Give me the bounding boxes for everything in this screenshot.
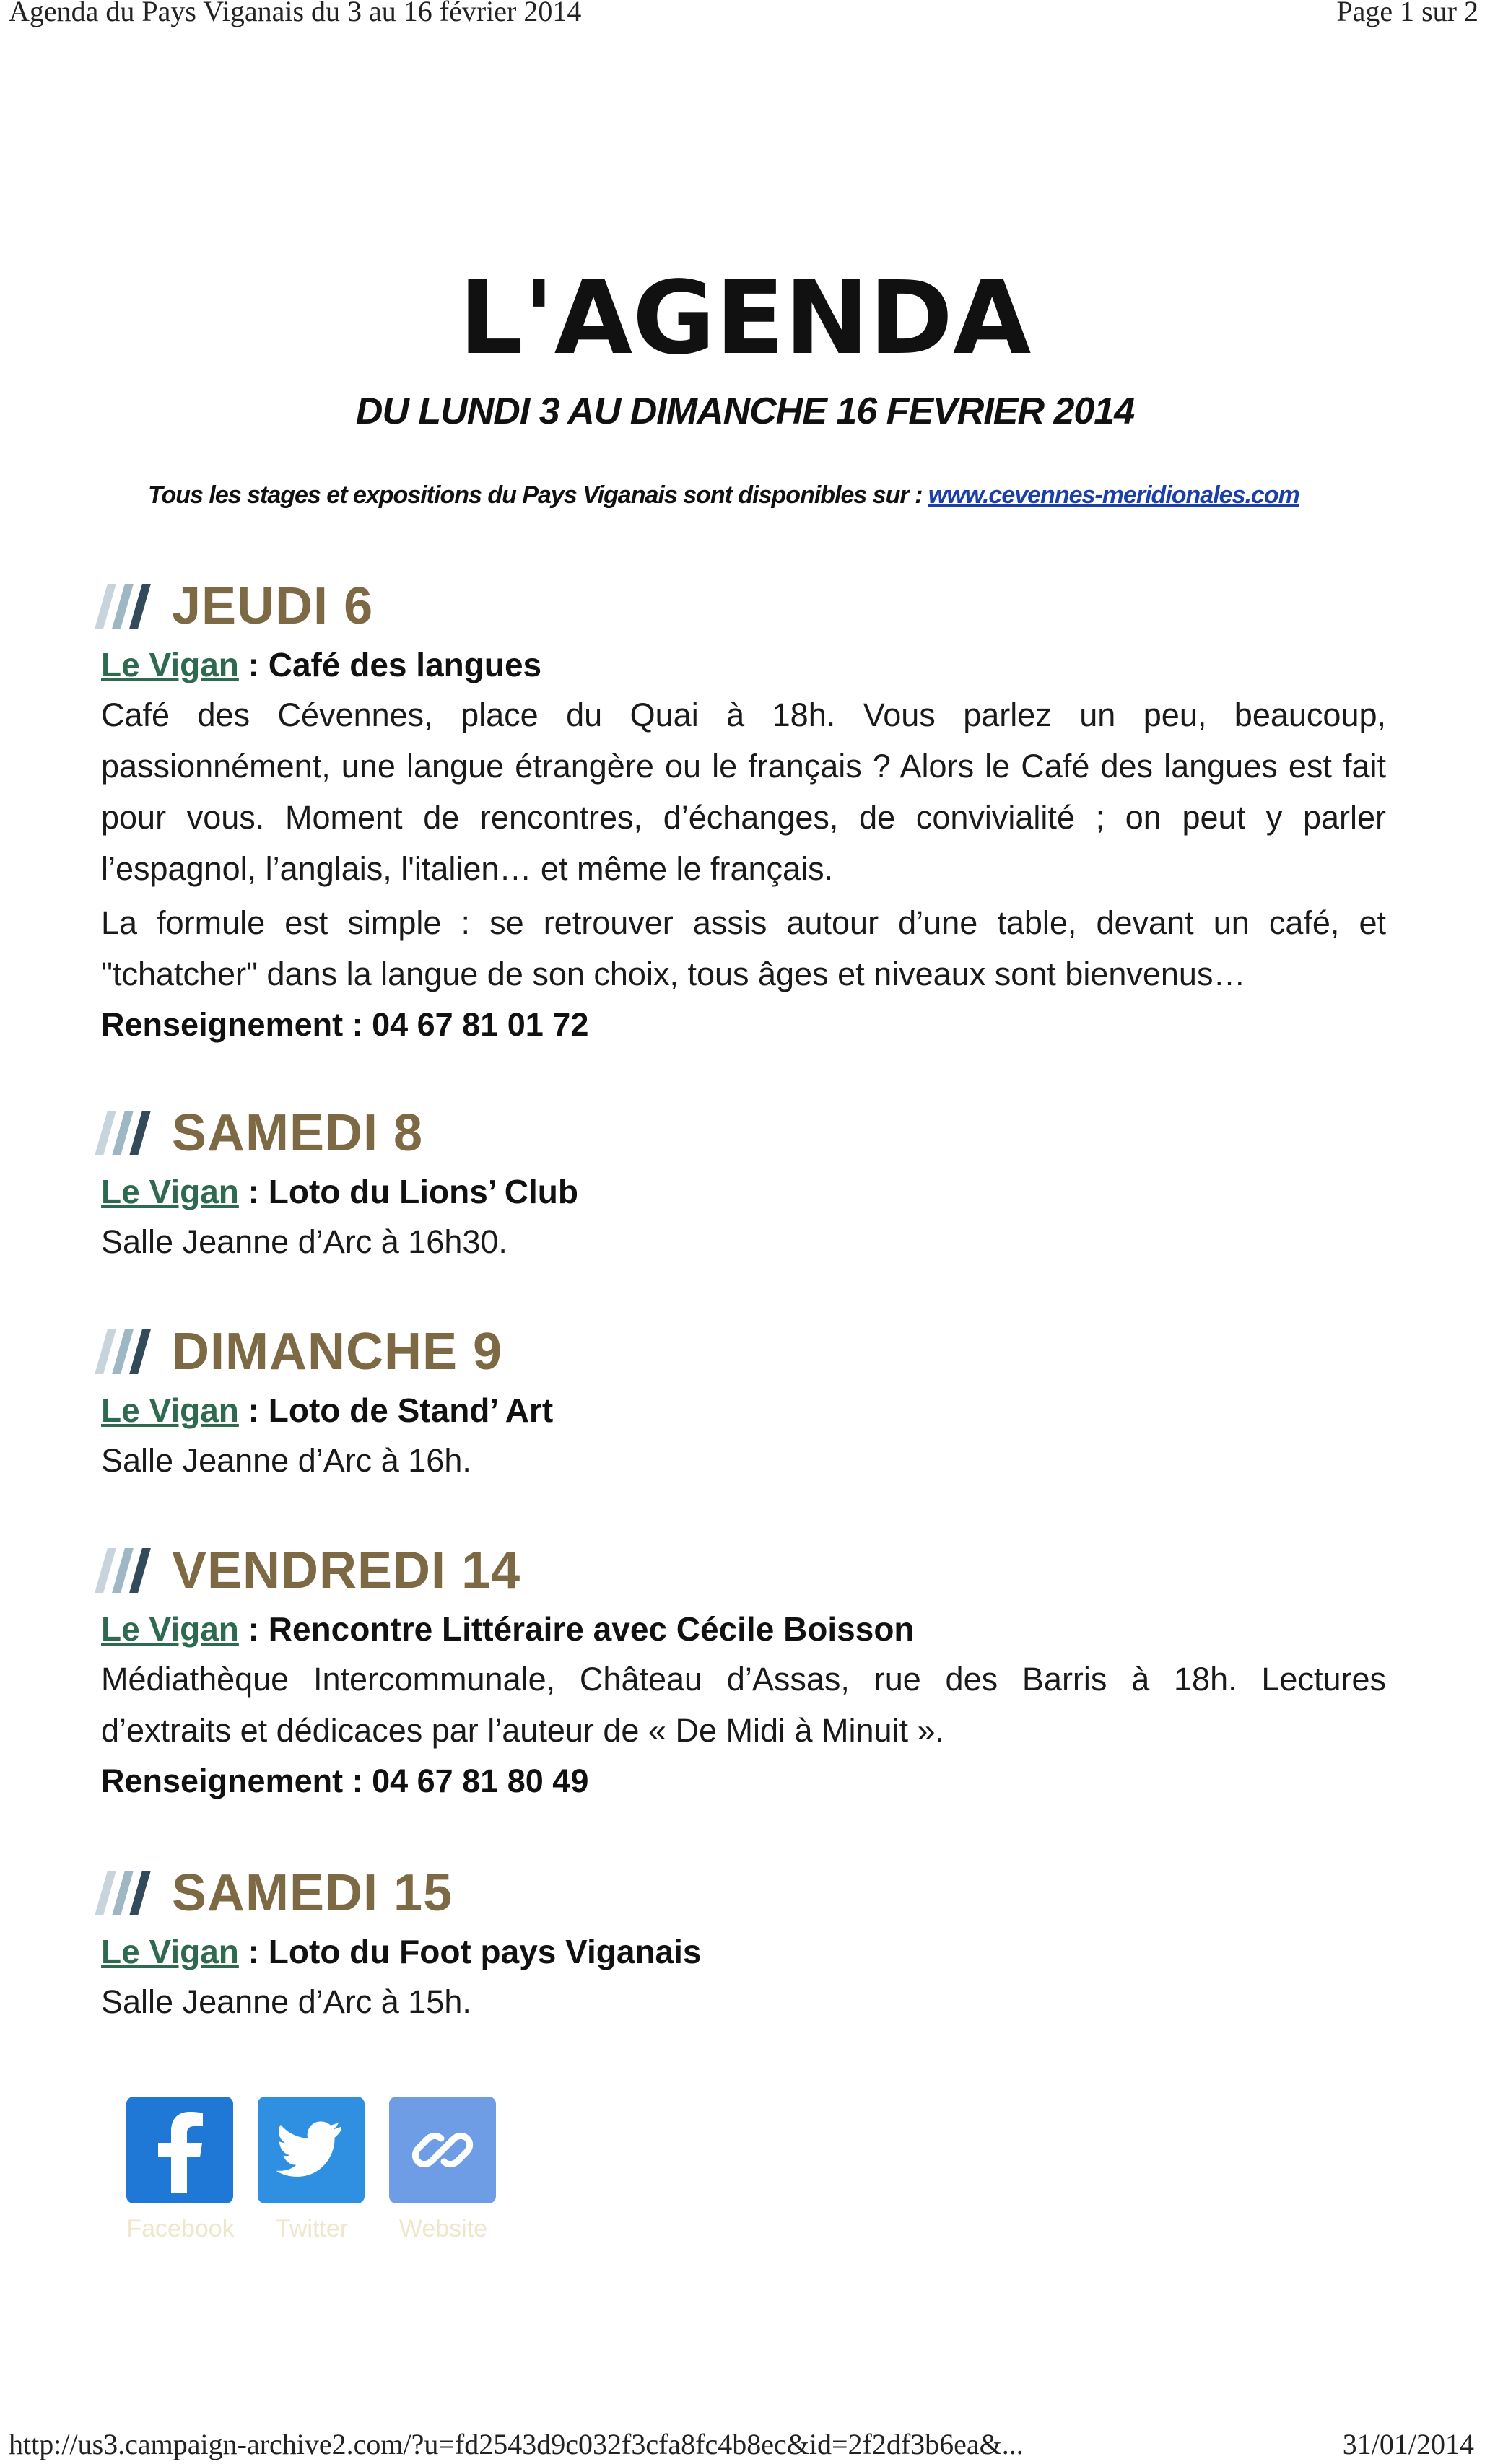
day-heading (101, 1319, 1386, 1384)
event-title (101, 1607, 1386, 1651)
day-title: JEUDI 6 (172, 577, 374, 635)
slashes-icon (101, 584, 153, 629)
info-text: Tous les stages et expositions du Pays Viganais sont disponibles sur : (148, 481, 923, 509)
event-name: : Loto de Stand’ Art (238, 1392, 554, 1429)
day-section-dimanche-9 (101, 1319, 1386, 1486)
day-title: DIMANCHE 9 (172, 1323, 503, 1381)
website-link[interactable]: www.cevennes-meridionales.com (928, 481, 1299, 509)
day-title: VENDREDI 14 (172, 1542, 521, 1599)
event-title (101, 1170, 1386, 1213)
event-name: : Rencontre Littéraire avec Cécile Boisson (238, 1610, 915, 1648)
event-name: : Café des langues (238, 646, 542, 683)
event-contact: Renseignement : 04 67 81 80 49 (101, 1762, 589, 1799)
event-contact: Renseignement : 04 67 81 01 72 (101, 1006, 589, 1043)
place-link[interactable]: Le Vigan (101, 646, 239, 683)
event-name: : Loto du Foot pays Viganais (238, 1933, 702, 1970)
event-name: : Loto du Lions’ Club (238, 1173, 579, 1210)
social-share-bar (126, 2097, 520, 2243)
event-description: Médiathèque Intercommunale, Château d’Assas, rue des Barris à 18h. Lectures d’extraits et dédicaces par l’auteur de « De Midi à Minuit ». (101, 1661, 1386, 1749)
place-link[interactable]: Le Vigan (101, 1933, 239, 1970)
print-footer-date: 31/01/2014 (1342, 2428, 1474, 2460)
print-header-title: Agenda du Pays Viganais du 3 au 16 février 2014 (9, 0, 582, 27)
info-line (148, 481, 1375, 510)
day-section-samedi-8 (101, 1101, 1386, 1267)
social-label: Twitter (275, 2215, 349, 2242)
day-heading (101, 574, 1386, 639)
day-section-vendredi-14 (101, 1538, 1386, 1807)
print-header-page: Page 1 sur 2 (1336, 0, 1478, 27)
event-description: Café des Cévennes, place du Quai à 18h. Vous parlez un peu, beaucoup, passionnément, une langue étrangère ou le français ? Alors le Café des langues est fait pour vous. Moment de rencontres, d’échanges, de convivialité ; on peut y parler l’espagnol, l’anglais, l'italien… et même le français. (101, 696, 1386, 887)
slashes-icon (101, 1548, 153, 1593)
day-section-samedi-15 (101, 1861, 1386, 2027)
slashes-icon (101, 1329, 153, 1374)
print-footer-url: http://us3.campaign-archive2.com/?u=fd2543d9c032f3cfa8fc4b8ec&id=2f2df3b6ea&... (9, 2428, 1024, 2460)
event-description: Salle Jeanne d’Arc à 15h. (101, 1983, 471, 2020)
page-title: L'AGENDA (458, 260, 1032, 377)
day-title: SAMEDI 8 (172, 1104, 424, 1162)
print-header (0, 0, 1490, 35)
slashes-icon (101, 1871, 153, 1915)
day-title: SAMEDI 15 (172, 1864, 453, 1922)
twitter-icon[interactable] (258, 2097, 365, 2203)
event-description: Salle Jeanne d’Arc à 16h30. (101, 1223, 507, 1260)
page-subtitle: DU LUNDI 3 AU DIMANCHE 16 FEVRIER 2014 (355, 390, 1135, 432)
twitter-share-button[interactable] (258, 2097, 366, 2243)
place-link[interactable]: Le Vigan (101, 1392, 239, 1429)
social-label: Facebook (126, 2215, 235, 2242)
facebook-share-button[interactable] (126, 2097, 235, 2243)
social-label: Website (398, 2215, 488, 2242)
place-link[interactable]: Le Vigan (101, 1610, 239, 1648)
website-share-button[interactable] (389, 2097, 497, 2243)
print-footer (0, 2421, 1490, 2464)
place-link[interactable]: Le Vigan (101, 1173, 239, 1210)
day-heading (101, 1861, 1386, 1926)
day-heading (101, 1538, 1386, 1603)
event-title (101, 1930, 1386, 1973)
event-title (101, 643, 1386, 686)
day-section-jeudi (101, 574, 1386, 1050)
event-description: Salle Jeanne d’Arc à 16h. (101, 1442, 471, 1479)
day-heading (101, 1101, 1386, 1166)
event-description-2: La formule est simple : se retrouver assis autour d’une table, devant un café, et "tchatcher" dans la langue de son choix, tous âges et niveaux sont bienvenus… (101, 904, 1386, 992)
link-icon[interactable] (389, 2097, 496, 2203)
facebook-icon[interactable] (126, 2097, 233, 2203)
event-title (101, 1389, 1386, 1432)
slashes-icon (101, 1111, 153, 1155)
